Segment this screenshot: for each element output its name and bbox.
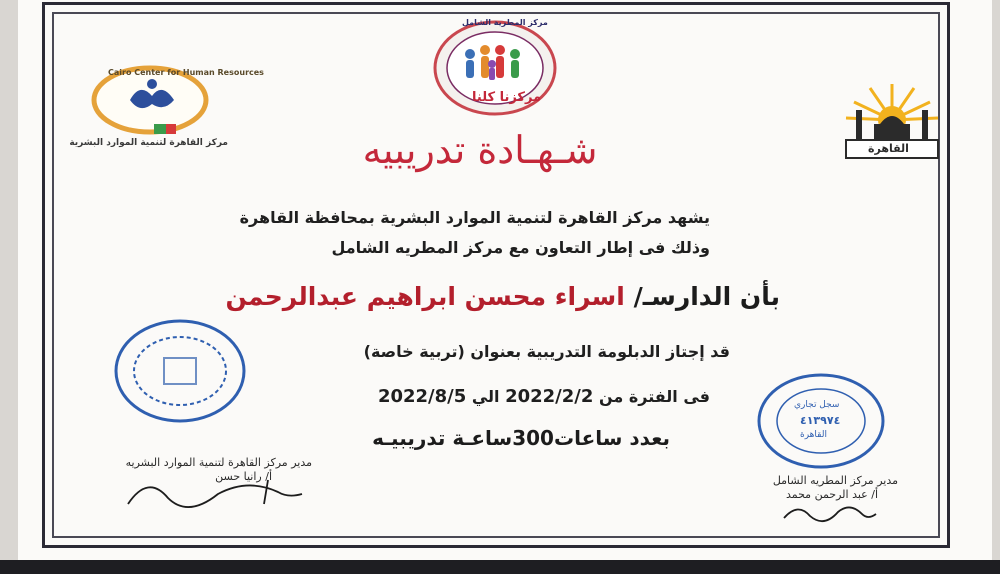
right-stamp-line-3: القاهرة	[800, 430, 827, 440]
right-stamp-line-2: ٤١٣٩٧٤	[800, 414, 841, 427]
hours-suffix: ساعـة تدريبيـه	[372, 426, 513, 450]
center-logo-slogan: مركزنا كلنا	[472, 90, 542, 105]
student-name: اسراء محسن ابراهيم عبدالرحمن	[225, 282, 625, 311]
certifying-statement: يشهد مركز القاهرة لتنمية الموارد البشرية بمحافظة القاهرة	[239, 208, 710, 227]
period-to-word: الي	[471, 387, 500, 406]
period-to: 2022/8/5	[377, 386, 467, 407]
right-signatory-title: مدير مركز المطريه الشامل	[772, 474, 898, 487]
right-signatory-name: أ/ عبد الرحمن محمد	[785, 488, 878, 501]
left-handwritten-signature	[118, 474, 308, 514]
right-handwritten-signature	[780, 500, 880, 524]
hours-prefix: بعدد ساعات	[553, 426, 670, 450]
period-prefix: فى الفترة من	[598, 387, 710, 406]
period-line	[378, 386, 710, 407]
right-signature-block	[773, 474, 898, 502]
hours-line	[372, 426, 670, 450]
hours-value: 300	[512, 426, 554, 450]
left-logo-caption: مركز القاهرة لتنمية الموارد البشرية	[69, 138, 228, 148]
student-prefix: بأن الدارسـ/	[633, 282, 780, 311]
period-from: 2022/2/2	[505, 386, 594, 407]
student-line	[226, 282, 781, 311]
center-logo-ring-top: مركز المطرية الشامل	[462, 18, 548, 27]
left-signatory-title: مدير مركز القاهرة لتنمية الموارد البشريه	[125, 456, 312, 469]
left-official-stamp	[112, 318, 248, 424]
diploma-statement: قد إجتاز الدبلومة التدريبية بعنوان (تربية خاصة)	[363, 342, 730, 361]
left-signatory-name: أ/ رانيا حسن	[215, 470, 272, 483]
left-logo-ring-text: Cairo Center for Human Resources	[108, 68, 264, 77]
cairo-logo-label: القاهرة	[868, 142, 909, 155]
bottom-dark-edge	[0, 560, 1000, 574]
matareya-center-logo	[430, 16, 560, 126]
cooperation-statement: وذلك فى إطار التعاون مع مركز المطريه الشامل	[331, 238, 710, 257]
certificate-title: شـهـادة تدريبيه	[362, 128, 598, 172]
right-stamp-line-1: سجل تجاري	[794, 400, 840, 410]
